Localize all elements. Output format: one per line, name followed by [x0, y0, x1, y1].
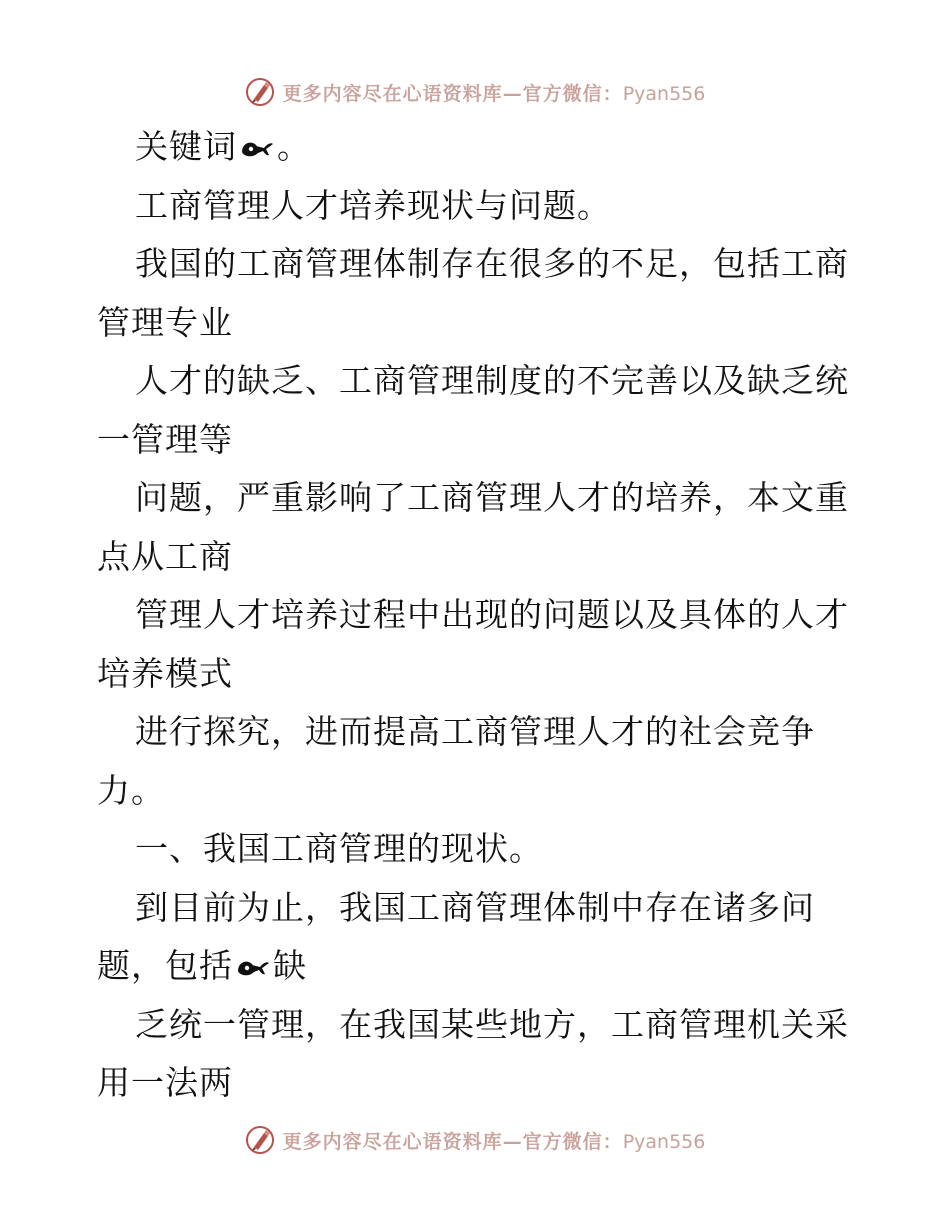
text-line: 一管理等: [97, 419, 233, 459]
text-line: [97, 118, 857, 177]
text-line: 力。: [97, 770, 165, 810]
watermark-separator: —: [502, 1130, 523, 1153]
section-heading: 一、我国工商管理的现状。: [135, 829, 543, 868]
footer-watermark: [0, 1120, 950, 1160]
text-line: 培养模式: [97, 653, 233, 693]
text-line: 乏统一管理，在我国某些地方，工商管理机关采: [135, 1004, 849, 1044]
watermark-brand: 更多内容尽在心语资料库: [282, 1130, 503, 1153]
text-segment: 题，包括: [97, 946, 233, 985]
text-segment: 缺: [273, 946, 307, 985]
text-segment: 。: [277, 127, 311, 166]
text-line: 点从工商: [97, 536, 233, 576]
text-line: 我国的工商管理体制存在很多的不足，包括工商: [135, 244, 849, 283]
header-watermark: [0, 72, 950, 112]
text-line: 用一法两: [97, 1063, 233, 1102]
document-body: [97, 118, 857, 1113]
decorative-flourish-icon: [239, 134, 275, 160]
watermark-contact: 官方微信：: [522, 82, 623, 105]
text-line: 人才的缺乏、工商管理制度的不完善以及缺乏统: [135, 361, 849, 400]
text-line: 到目前为止，我国工商管理体制中存在诸多问: [135, 887, 815, 927]
watermark-brand: 更多内容尽在心语资料库: [282, 82, 503, 105]
text-line: 问题，严重影响了工商管理人才的培养，本文重: [135, 478, 849, 517]
watermark-contact: 官方微信：: [522, 1130, 623, 1153]
text-line: 工商管理人才培养现状与问题。: [135, 185, 611, 225]
decorative-flourish-icon: [235, 953, 271, 979]
text-line: 管理人才培养过程中出现的问题以及具体的人才: [135, 595, 849, 634]
watermark-handle: Pyan556: [622, 1130, 706, 1153]
watermark-handle: Pyan556: [622, 82, 706, 105]
text-line: 管理专业: [97, 302, 233, 342]
pen-nib-logo-icon: [245, 77, 275, 107]
watermark-text: [283, 79, 706, 106]
pen-nib-logo-icon: [245, 1125, 275, 1155]
text-line: 进行探究，进而提高工商管理人才的社会竞争: [135, 712, 815, 751]
text-segment: 关键词: [135, 127, 237, 166]
text-line: [97, 937, 857, 996]
watermark-text: [283, 1127, 706, 1154]
watermark-separator: —: [502, 82, 523, 105]
